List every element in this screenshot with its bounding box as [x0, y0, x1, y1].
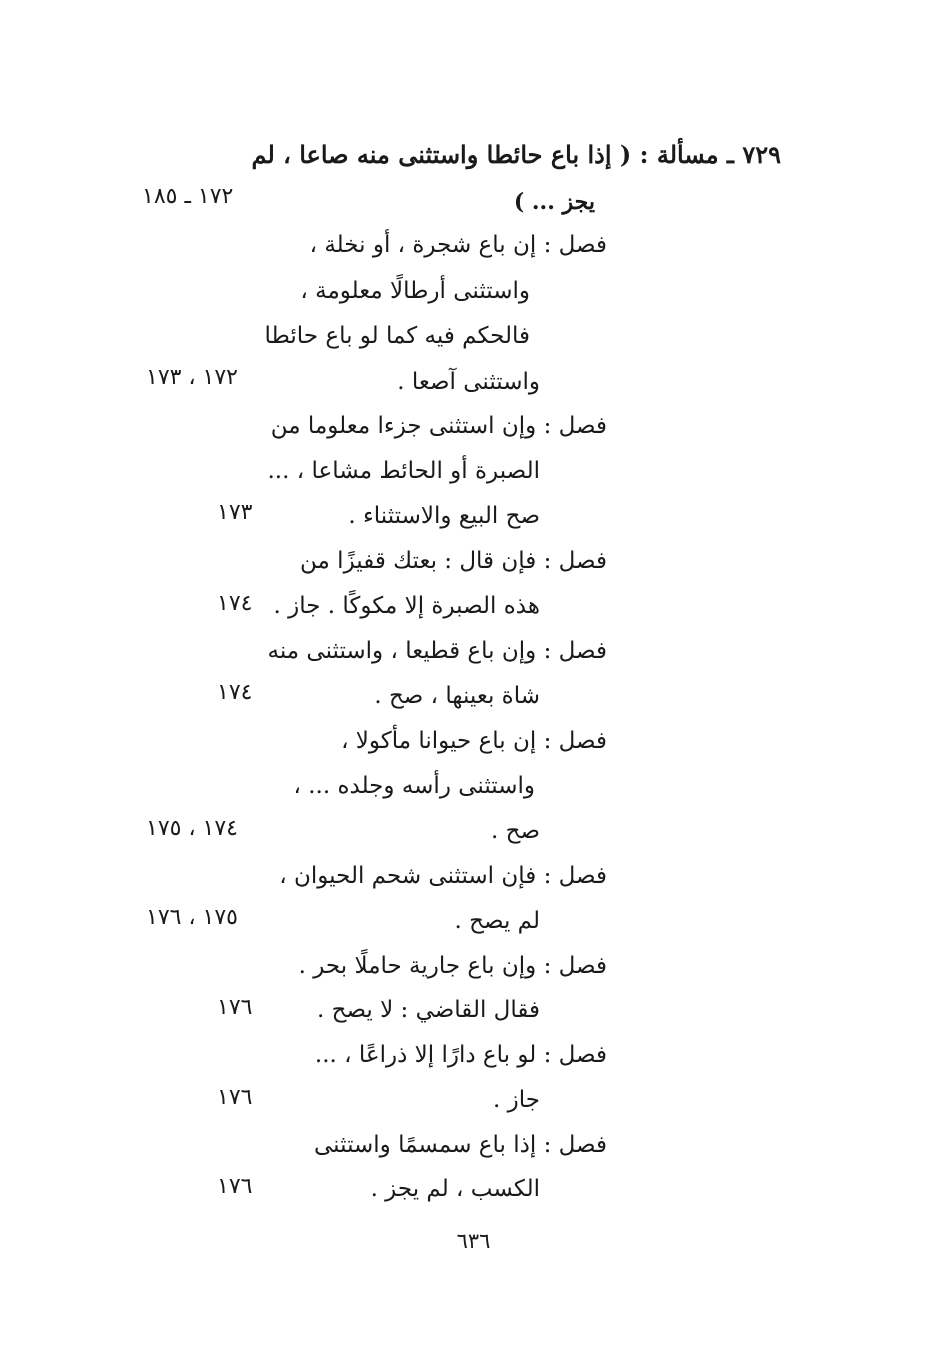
- entry-5-line-3: صح .: [491, 818, 540, 844]
- entry-4-line-1: فصل : وإن باع قطيعا ، واستثنى منه: [267, 638, 607, 664]
- entry-1-line-4: واستثنى آصعا .: [397, 369, 540, 395]
- entry-5-line-2: واستثنى رأسه وجلده ... ،: [293, 773, 535, 799]
- entry-6-page-ref: ١٧٥ ، ١٧٦: [146, 905, 238, 930]
- entry-9-line-1: فصل : إذا باع سمسمًا واستثنى: [314, 1132, 607, 1158]
- entry-7-line-2: فقال القاضي : لا يصح .: [316, 997, 540, 1023]
- heading-line-1: ٧٢٩ ـ مسألة : ( إذا باع حائطا واستثنى منه صاعا ، لم: [251, 140, 781, 169]
- entry-6-line-2: لم يصح .: [454, 908, 540, 934]
- entry-8-line-1: فصل : لو باع دارًا إلا ذراعًا ، ...: [314, 1042, 607, 1068]
- entry-9-page-ref: ١٧٦: [217, 1174, 253, 1199]
- entry-2-line-1: فصل : وإن استثنى جزءا معلوما من: [270, 413, 607, 439]
- entry-1-line-1: فصل : إن باع شجرة ، أو نخلة ،: [309, 232, 607, 258]
- entry-1-line-3: فالحكم فيه كما لو باع حائطا: [264, 323, 530, 349]
- heading-page-ref: ١٧٢ ـ ١٨٥: [142, 184, 234, 209]
- entry-7-line-1: فصل : وإن باع جارية حاملًا بحر .: [298, 953, 607, 979]
- entry-3-line-1: فصل : فإن قال : بعتك قفيزًا من: [300, 548, 607, 574]
- entry-9-line-2: الكسب ، لم يجز .: [370, 1176, 540, 1202]
- entry-2-line-2: الصبرة أو الحائط مشاعا ، ...: [267, 458, 540, 484]
- heading-line-2: يجز ... ): [513, 189, 595, 215]
- entry-2-page-ref: ١٧٣: [217, 500, 253, 525]
- entry-2-line-3: صح البيع والاستثناء .: [348, 503, 540, 529]
- entry-5-page-ref: ١٧٤ ، ١٧٥: [146, 816, 238, 841]
- entry-3-page-ref: ١٧٤: [217, 591, 253, 616]
- entry-1-page-ref: ١٧٢ ، ١٧٣: [146, 365, 238, 390]
- entry-8-line-2: جاز .: [493, 1087, 540, 1113]
- entry-1-line-2: واستثنى أرطالًا معلومة ،: [300, 278, 530, 304]
- entry-4-line-2: شاة بعينها ، صح .: [374, 683, 540, 709]
- entry-4-page-ref: ١٧٤: [217, 680, 253, 705]
- entry-5-line-1: فصل : إن باع حيوانا مأكولا ،: [341, 728, 607, 754]
- entry-8-page-ref: ١٧٦: [217, 1085, 253, 1110]
- page-number: ٦٣٦: [456, 1229, 491, 1253]
- entry-7-page-ref: ١٧٦: [217, 995, 253, 1020]
- entry-3-line-2: هذه الصبرة إلا مكوكًا . جاز .: [273, 593, 540, 619]
- entry-6-line-1: فصل : فإن استثنى شحم الحيوان ،: [279, 863, 607, 889]
